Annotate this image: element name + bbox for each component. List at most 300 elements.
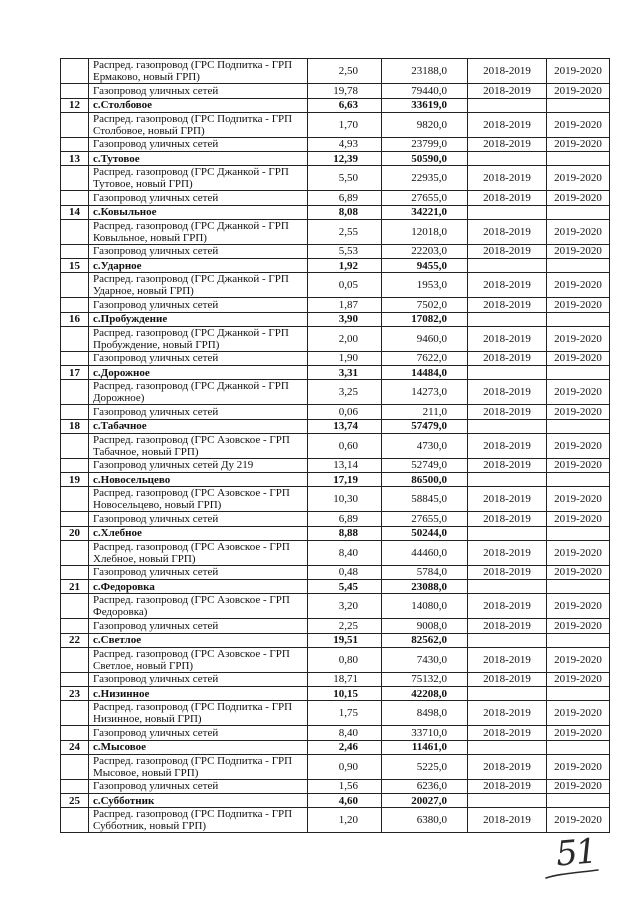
start-year-cell: 2018-2019	[468, 137, 547, 152]
end-year-cell: 2019-2020	[547, 779, 610, 794]
start-year-cell: 2018-2019	[468, 273, 547, 298]
length-cell: 3,90	[308, 312, 382, 326]
start-year-cell: 2018-2019	[468, 701, 547, 726]
table-row	[61, 647, 610, 672]
cost-cell: 7622,0	[382, 351, 468, 366]
row-number-cell	[61, 219, 89, 244]
end-year-cell: 2019-2020	[547, 191, 610, 206]
name-cell: с.Светлое	[89, 633, 308, 647]
name-cell: с.Низинное	[89, 687, 308, 701]
end-year-cell	[547, 633, 610, 647]
row-number-cell	[61, 701, 89, 726]
cost-cell: 12018,0	[382, 219, 468, 244]
end-year-cell	[547, 419, 610, 433]
end-year-cell: 2019-2020	[547, 487, 610, 512]
table-row	[61, 84, 610, 99]
cost-cell: 33619,0	[382, 98, 468, 112]
name-cell: Газопровод уличных сетей	[89, 84, 308, 99]
end-year-cell: 2019-2020	[547, 273, 610, 298]
row-number-cell	[61, 298, 89, 313]
start-year-cell: 2018-2019	[468, 166, 547, 191]
row-number-cell	[61, 351, 89, 366]
row-number-cell	[61, 779, 89, 794]
start-year-cell: 2018-2019	[468, 540, 547, 565]
cost-cell: 5225,0	[382, 754, 468, 779]
cost-cell: 5784,0	[382, 565, 468, 580]
length-cell: 17,19	[308, 473, 382, 487]
table-row	[61, 754, 610, 779]
start-year-cell: 2018-2019	[468, 458, 547, 473]
name-cell: Распред. газопровод (ГРС Джанкой - ГРП Дорожное)	[89, 380, 308, 405]
table-row	[61, 779, 610, 794]
length-cell: 1,70	[308, 112, 382, 137]
row-number-cell	[61, 458, 89, 473]
table-row	[61, 405, 610, 420]
name-cell: Распред. газопровод (ГРС Джанкой - ГРП Ковыльное, новый ГРП)	[89, 219, 308, 244]
row-number-cell	[61, 112, 89, 137]
cost-cell: 6236,0	[382, 779, 468, 794]
end-year-cell	[547, 205, 610, 219]
table-row	[61, 540, 610, 565]
length-cell: 6,89	[308, 191, 382, 206]
length-cell: 2,55	[308, 219, 382, 244]
row-number-cell	[61, 380, 89, 405]
row-number-cell	[61, 594, 89, 619]
name-cell: Газопровод уличных сетей	[89, 726, 308, 741]
cost-cell: 1953,0	[382, 273, 468, 298]
start-year-cell	[468, 473, 547, 487]
settlement-row	[61, 633, 610, 647]
row-number-cell	[61, 512, 89, 527]
end-year-cell: 2019-2020	[547, 647, 610, 672]
length-cell: 8,40	[308, 726, 382, 741]
name-cell: Распред. газопровод (ГРС Азовское - ГРП Светлое, новый ГРП)	[89, 647, 308, 672]
table-row	[61, 458, 610, 473]
table-row	[61, 594, 610, 619]
length-cell: 19,78	[308, 84, 382, 99]
name-cell: Газопровод уличных сетей	[89, 298, 308, 313]
length-cell: 18,71	[308, 672, 382, 687]
start-year-cell: 2018-2019	[468, 84, 547, 99]
row-number-cell	[61, 273, 89, 298]
settlement-row	[61, 794, 610, 808]
length-cell: 13,74	[308, 419, 382, 433]
cost-cell: 23088,0	[382, 580, 468, 594]
name-cell: Распред. газопровод (ГРС Подпитка - ГРП Ермаково, новый ГРП)	[89, 59, 308, 84]
start-year-cell: 2018-2019	[468, 380, 547, 405]
end-year-cell: 2019-2020	[547, 326, 610, 351]
row-number-cell	[61, 726, 89, 741]
start-year-cell: 2018-2019	[468, 779, 547, 794]
end-year-cell	[547, 526, 610, 540]
cost-cell: 9455,0	[382, 259, 468, 273]
cost-cell: 57479,0	[382, 419, 468, 433]
length-cell: 3,25	[308, 380, 382, 405]
row-number-cell: 19	[61, 473, 89, 487]
cost-cell: 42208,0	[382, 687, 468, 701]
settlement-row	[61, 526, 610, 540]
start-year-cell	[468, 740, 547, 754]
name-cell: Газопровод уличных сетей	[89, 351, 308, 366]
length-cell: 8,88	[308, 526, 382, 540]
table-row	[61, 565, 610, 580]
row-number-cell	[61, 191, 89, 206]
table-row	[61, 351, 610, 366]
cost-cell: 22203,0	[382, 244, 468, 259]
length-cell: 0,48	[308, 565, 382, 580]
table-row	[61, 701, 610, 726]
row-number-cell	[61, 808, 89, 833]
start-year-cell: 2018-2019	[468, 647, 547, 672]
name-cell: Распред. газопровод (ГРС Джанкой - ГРП Тутовое, новый ГРП)	[89, 166, 308, 191]
name-cell: с.Ударное	[89, 259, 308, 273]
row-number-cell: 16	[61, 312, 89, 326]
cost-cell: 20027,0	[382, 794, 468, 808]
row-number-cell	[61, 754, 89, 779]
length-cell: 10,15	[308, 687, 382, 701]
end-year-cell: 2019-2020	[547, 244, 610, 259]
end-year-cell	[547, 152, 610, 166]
cost-cell: 6380,0	[382, 808, 468, 833]
cost-cell: 7502,0	[382, 298, 468, 313]
settlement-row	[61, 740, 610, 754]
start-year-cell: 2018-2019	[468, 754, 547, 779]
cost-cell: 50244,0	[382, 526, 468, 540]
cost-cell: 9460,0	[382, 326, 468, 351]
start-year-cell	[468, 98, 547, 112]
length-cell: 1,56	[308, 779, 382, 794]
settlement-row	[61, 473, 610, 487]
end-year-cell: 2019-2020	[547, 112, 610, 137]
name-cell: Газопровод уличных сетей	[89, 137, 308, 152]
table-row	[61, 219, 610, 244]
start-year-cell	[468, 687, 547, 701]
end-year-cell: 2019-2020	[547, 351, 610, 366]
table-row	[61, 112, 610, 137]
cost-cell: 58845,0	[382, 487, 468, 512]
row-number-cell: 23	[61, 687, 89, 701]
cost-cell: 17082,0	[382, 312, 468, 326]
length-cell: 1,20	[308, 808, 382, 833]
end-year-cell: 2019-2020	[547, 594, 610, 619]
settlement-row	[61, 98, 610, 112]
length-cell: 3,20	[308, 594, 382, 619]
cost-cell: 8498,0	[382, 701, 468, 726]
end-year-cell	[547, 473, 610, 487]
name-cell: Газопровод уличных сетей	[89, 191, 308, 206]
length-cell: 0,06	[308, 405, 382, 420]
cost-cell: 23799,0	[382, 137, 468, 152]
row-number-cell	[61, 84, 89, 99]
start-year-cell	[468, 526, 547, 540]
row-number-cell	[61, 326, 89, 351]
end-year-cell: 2019-2020	[547, 672, 610, 687]
cost-cell: 14080,0	[382, 594, 468, 619]
end-year-cell	[547, 687, 610, 701]
length-cell: 5,50	[308, 166, 382, 191]
start-year-cell: 2018-2019	[468, 59, 547, 84]
table-row	[61, 433, 610, 458]
length-cell: 4,93	[308, 137, 382, 152]
name-cell: с.Мысовое	[89, 740, 308, 754]
length-cell: 2,25	[308, 619, 382, 634]
length-cell: 5,45	[308, 580, 382, 594]
start-year-cell: 2018-2019	[468, 298, 547, 313]
name-cell: Газопровод уличных сетей Ду 219	[89, 458, 308, 473]
settlement-row	[61, 152, 610, 166]
row-number-cell: 17	[61, 366, 89, 380]
end-year-cell: 2019-2020	[547, 380, 610, 405]
cost-cell: 9008,0	[382, 619, 468, 634]
end-year-cell: 2019-2020	[547, 619, 610, 634]
cost-cell: 86500,0	[382, 473, 468, 487]
length-cell: 1,90	[308, 351, 382, 366]
start-year-cell	[468, 205, 547, 219]
name-cell: Распред. газопровод (ГРС Азовское - ГРП Новосельцево, новый ГРП)	[89, 487, 308, 512]
end-year-cell: 2019-2020	[547, 754, 610, 779]
end-year-cell: 2019-2020	[547, 540, 610, 565]
length-cell: 19,51	[308, 633, 382, 647]
start-year-cell	[468, 580, 547, 594]
end-year-cell: 2019-2020	[547, 405, 610, 420]
name-cell: с.Дорожное	[89, 366, 308, 380]
settlement-row	[61, 205, 610, 219]
end-year-cell: 2019-2020	[547, 137, 610, 152]
end-year-cell	[547, 794, 610, 808]
settlement-row	[61, 312, 610, 326]
name-cell: Распред. газопровод (ГРС Джанкой - ГРП Ударное, новый ГРП)	[89, 273, 308, 298]
cost-cell: 52749,0	[382, 458, 468, 473]
name-cell: с.Хлебное	[89, 526, 308, 540]
table-row	[61, 137, 610, 152]
end-year-cell: 2019-2020	[547, 298, 610, 313]
length-cell: 0,60	[308, 433, 382, 458]
row-number-cell	[61, 405, 89, 420]
gas-pipeline-table	[60, 58, 610, 833]
length-cell: 0,05	[308, 273, 382, 298]
start-year-cell	[468, 366, 547, 380]
name-cell: с.Табачное	[89, 419, 308, 433]
end-year-cell	[547, 366, 610, 380]
settlement-row	[61, 580, 610, 594]
end-year-cell: 2019-2020	[547, 726, 610, 741]
table-row	[61, 726, 610, 741]
name-cell: Распред. газопровод (ГРС Азовское - ГРП Хлебное, новый ГРП)	[89, 540, 308, 565]
length-cell: 0,80	[308, 647, 382, 672]
start-year-cell: 2018-2019	[468, 191, 547, 206]
cost-cell: 14484,0	[382, 366, 468, 380]
length-cell: 2,50	[308, 59, 382, 84]
name-cell: с.Ковыльное	[89, 205, 308, 219]
handwritten-page-number: 51	[554, 831, 597, 875]
cost-cell: 50590,0	[382, 152, 468, 166]
end-year-cell: 2019-2020	[547, 808, 610, 833]
name-cell: Распред. газопровод (ГРС Подпитка - ГРП Столбовое, новый ГРП)	[89, 112, 308, 137]
start-year-cell: 2018-2019	[468, 326, 547, 351]
cost-cell: 4730,0	[382, 433, 468, 458]
length-cell: 1,92	[308, 259, 382, 273]
table-row	[61, 487, 610, 512]
table-body	[61, 59, 610, 833]
length-cell: 12,39	[308, 152, 382, 166]
name-cell: Газопровод уличных сетей	[89, 619, 308, 634]
length-cell: 13,14	[308, 458, 382, 473]
start-year-cell: 2018-2019	[468, 594, 547, 619]
name-cell: Газопровод уличных сетей	[89, 244, 308, 259]
name-cell: Газопровод уличных сетей	[89, 779, 308, 794]
table-row	[61, 244, 610, 259]
start-year-cell: 2018-2019	[468, 672, 547, 687]
start-year-cell: 2018-2019	[468, 433, 547, 458]
end-year-cell: 2019-2020	[547, 701, 610, 726]
name-cell: Газопровод уличных сетей	[89, 565, 308, 580]
row-number-cell	[61, 672, 89, 687]
row-number-cell	[61, 619, 89, 634]
cost-cell: 211,0	[382, 405, 468, 420]
cost-cell: 14273,0	[382, 380, 468, 405]
name-cell: с.Федоровка	[89, 580, 308, 594]
start-year-cell: 2018-2019	[468, 565, 547, 580]
name-cell: с.Пробуждение	[89, 312, 308, 326]
handwritten-stroke	[540, 860, 610, 884]
end-year-cell	[547, 740, 610, 754]
cost-cell: 34221,0	[382, 205, 468, 219]
length-cell: 2,00	[308, 326, 382, 351]
start-year-cell: 2018-2019	[468, 219, 547, 244]
row-number-cell	[61, 540, 89, 565]
table-row	[61, 166, 610, 191]
start-year-cell	[468, 794, 547, 808]
row-number-cell: 15	[61, 259, 89, 273]
name-cell: Газопровод уличных сетей	[89, 512, 308, 527]
name-cell: с.Субботник	[89, 794, 308, 808]
length-cell: 1,75	[308, 701, 382, 726]
name-cell: с.Новосельцево	[89, 473, 308, 487]
length-cell: 5,53	[308, 244, 382, 259]
end-year-cell	[547, 259, 610, 273]
settlement-row	[61, 366, 610, 380]
cost-cell: 9820,0	[382, 112, 468, 137]
row-number-cell	[61, 647, 89, 672]
end-year-cell	[547, 580, 610, 594]
cost-cell: 22935,0	[382, 166, 468, 191]
row-number-cell	[61, 59, 89, 84]
end-year-cell: 2019-2020	[547, 84, 610, 99]
row-number-cell: 18	[61, 419, 89, 433]
start-year-cell: 2018-2019	[468, 619, 547, 634]
table-row	[61, 672, 610, 687]
cost-cell: 44460,0	[382, 540, 468, 565]
row-number-cell	[61, 565, 89, 580]
cost-cell: 27655,0	[382, 512, 468, 527]
row-number-cell: 25	[61, 794, 89, 808]
cost-cell: 11461,0	[382, 740, 468, 754]
start-year-cell	[468, 152, 547, 166]
start-year-cell	[468, 259, 547, 273]
length-cell: 2,46	[308, 740, 382, 754]
row-number-cell: 14	[61, 205, 89, 219]
row-number-cell	[61, 244, 89, 259]
length-cell: 8,08	[308, 205, 382, 219]
name-cell: Распред. газопровод (ГРС Джанкой - ГРП Пробуждение, новый ГРП)	[89, 326, 308, 351]
row-number-cell	[61, 487, 89, 512]
cost-cell: 23188,0	[382, 59, 468, 84]
start-year-cell: 2018-2019	[468, 112, 547, 137]
start-year-cell: 2018-2019	[468, 351, 547, 366]
name-cell: Распред. газопровод (ГРС Подпитка - ГРП Субботник, новый ГРП)	[89, 808, 308, 833]
end-year-cell: 2019-2020	[547, 433, 610, 458]
table-row	[61, 298, 610, 313]
end-year-cell: 2019-2020	[547, 219, 610, 244]
start-year-cell	[468, 633, 547, 647]
length-cell: 6,63	[308, 98, 382, 112]
length-cell: 1,87	[308, 298, 382, 313]
name-cell: Распред. газопровод (ГРС Азовское - ГРП Табачное, новый ГРП)	[89, 433, 308, 458]
name-cell: Газопровод уличных сетей	[89, 672, 308, 687]
end-year-cell: 2019-2020	[547, 166, 610, 191]
row-number-cell: 22	[61, 633, 89, 647]
row-number-cell: 12	[61, 98, 89, 112]
name-cell: с.Тутовое	[89, 152, 308, 166]
start-year-cell: 2018-2019	[468, 512, 547, 527]
start-year-cell	[468, 312, 547, 326]
end-year-cell	[547, 312, 610, 326]
start-year-cell: 2018-2019	[468, 405, 547, 420]
table-row	[61, 326, 610, 351]
name-cell: Распред. газопровод (ГРС Азовское - ГРП Федоровка)	[89, 594, 308, 619]
start-year-cell: 2018-2019	[468, 244, 547, 259]
table-row	[61, 512, 610, 527]
row-number-cell	[61, 433, 89, 458]
length-cell: 6,89	[308, 512, 382, 527]
row-number-cell: 20	[61, 526, 89, 540]
table-row	[61, 273, 610, 298]
cost-cell: 27655,0	[382, 191, 468, 206]
start-year-cell: 2018-2019	[468, 808, 547, 833]
cost-cell: 33710,0	[382, 726, 468, 741]
name-cell: с.Столбовое	[89, 98, 308, 112]
end-year-cell: 2019-2020	[547, 565, 610, 580]
row-number-cell	[61, 137, 89, 152]
name-cell: Распред. газопровод (ГРС Подпитка - ГРП Низинное, новый ГРП)	[89, 701, 308, 726]
end-year-cell	[547, 98, 610, 112]
settlement-row	[61, 419, 610, 433]
length-cell: 10,30	[308, 487, 382, 512]
settlement-row	[61, 687, 610, 701]
length-cell: 4,60	[308, 794, 382, 808]
table-row	[61, 619, 610, 634]
row-number-cell: 24	[61, 740, 89, 754]
table-row	[61, 191, 610, 206]
table-row	[61, 59, 610, 84]
row-number-cell: 13	[61, 152, 89, 166]
row-number-cell: 21	[61, 580, 89, 594]
cost-cell: 82562,0	[382, 633, 468, 647]
name-cell: Распред. газопровод (ГРС Подпитка - ГРП Мысовое, новый ГРП)	[89, 754, 308, 779]
end-year-cell: 2019-2020	[547, 458, 610, 473]
table-row	[61, 808, 610, 833]
end-year-cell: 2019-2020	[547, 59, 610, 84]
length-cell: 8,40	[308, 540, 382, 565]
cost-cell: 79440,0	[382, 84, 468, 99]
start-year-cell: 2018-2019	[468, 726, 547, 741]
end-year-cell: 2019-2020	[547, 512, 610, 527]
table-row	[61, 380, 610, 405]
start-year-cell: 2018-2019	[468, 487, 547, 512]
name-cell: Газопровод уличных сетей	[89, 405, 308, 420]
length-cell: 3,31	[308, 366, 382, 380]
cost-cell: 7430,0	[382, 647, 468, 672]
